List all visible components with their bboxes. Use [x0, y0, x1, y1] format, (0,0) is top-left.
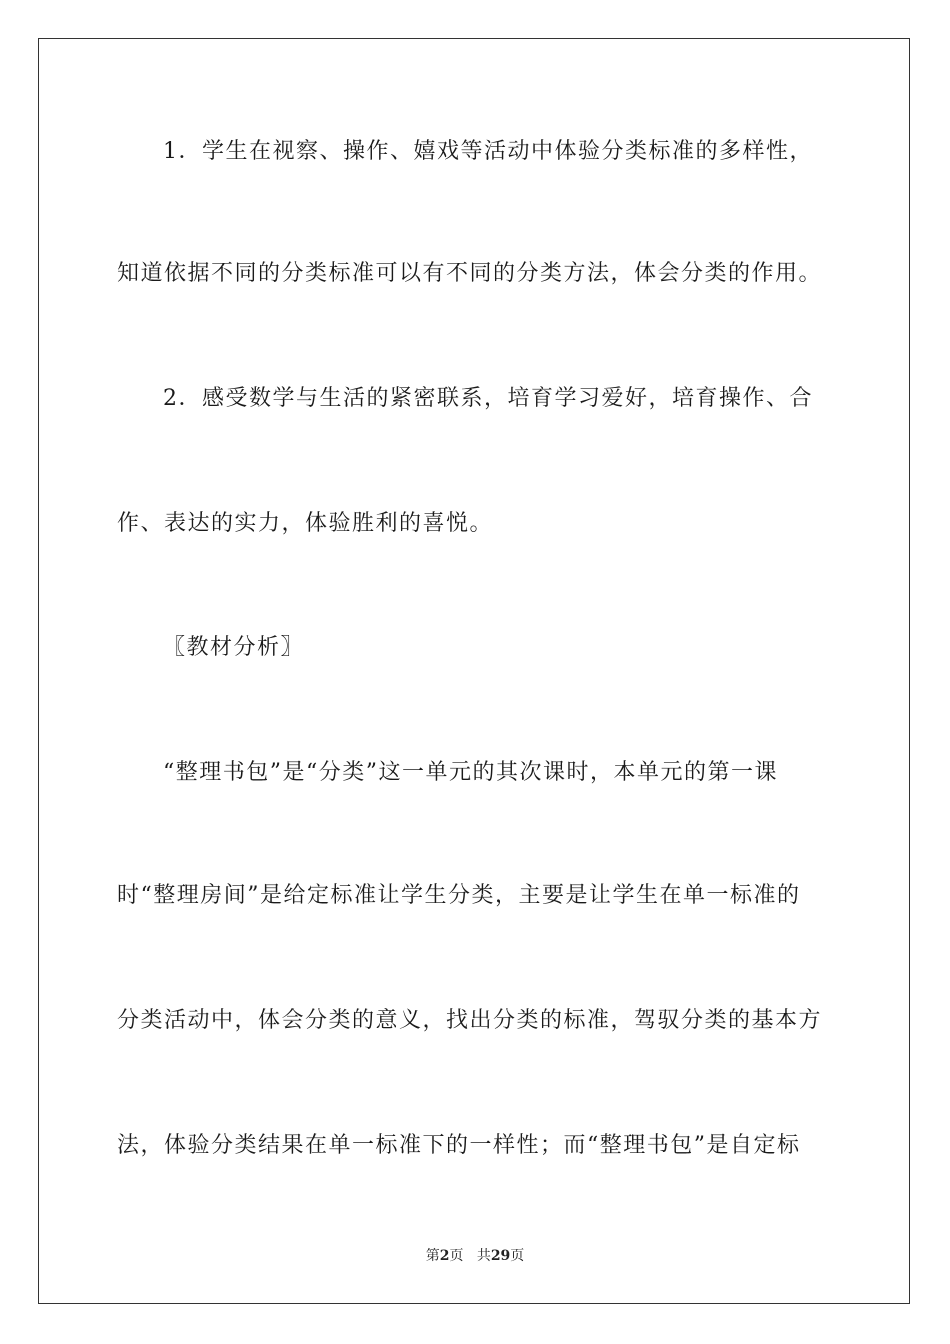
page-prefix: 第 [425, 1248, 440, 1264]
paragraph-line: 知道依据不同的分类标准可以有不同的分类方法，体会分类的作用。 [117, 261, 823, 286]
paragraph-line: 分类活动中，体会分类的意义，找出分类的标准，驾驭分类的基本方 [117, 1008, 823, 1033]
page-footer [0, 1246, 950, 1266]
page-unit: 页 [449, 1248, 464, 1264]
paragraph-line: 2．感受数学与生活的紧密联系，培育学习爱好，培育操作、合 [163, 386, 813, 411]
page-border [38, 38, 910, 1304]
section-heading: 〖教材分析〗 [163, 635, 305, 660]
total-page-number: 29 [490, 1248, 511, 1264]
current-page-number: 2 [439, 1248, 450, 1264]
paragraph-line: “整理书包”是“分类”这一单元的其次课时，本单元的第一课 [163, 760, 778, 785]
paragraph-line: 1．学生在视察、操作、嬉戏等活动中体验分类标准的多样性， [163, 139, 813, 164]
paragraph-line: 法，体验分类结果在单一标准下的一样性；而“整理书包”是自定标 [117, 1133, 801, 1158]
paragraph-line: 作、表达的实力，体验胜利的喜悦。 [117, 511, 494, 536]
total-prefix: 共 [476, 1248, 491, 1264]
paragraph-line: 时“整理房间”是给定标准让学生分类，主要是让学生在单一标准的 [117, 883, 801, 908]
total-unit: 页 [510, 1248, 525, 1264]
